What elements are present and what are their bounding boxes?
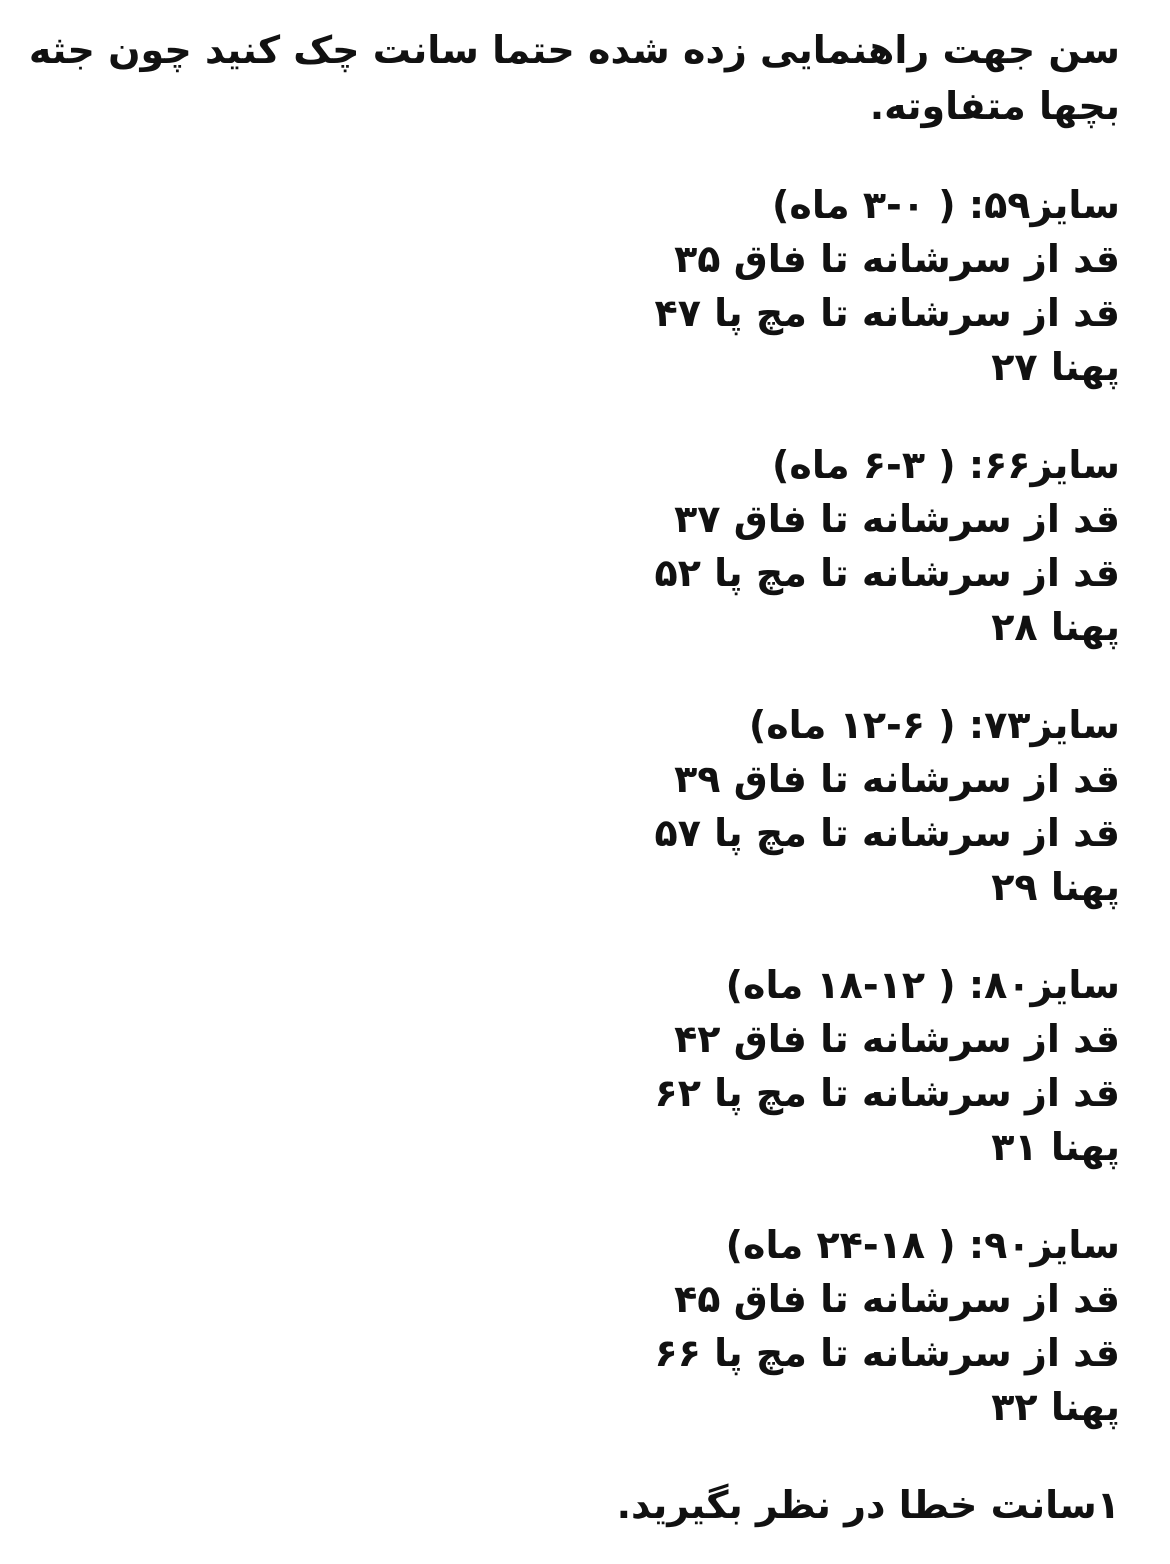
width-measure: پهنا ۲۷ xyxy=(991,345,1120,389)
shoulder-to-ankle: قد از سرشانه تا مچ پا ۶۶ xyxy=(654,1331,1120,1375)
shoulder-to-ankle: قد از سرشانه تا مچ پا ۵۷ xyxy=(654,811,1120,855)
shoulder-to-crotch: قد از سرشانه تا فاق ۴۲ xyxy=(674,1017,1120,1061)
size-title: سایز۶۶: ( ۳-۶ ماه) xyxy=(772,443,1120,487)
shoulder-to-crotch: قد از سرشانه تا فاق ۳۵ xyxy=(674,237,1120,281)
intro-paragraph xyxy=(28,22,1120,134)
shoulder-to-crotch: قد از سرشانه تا فاق ۴۵ xyxy=(674,1277,1120,1321)
size-title: سایز۸۰: ( ۱۲-۱۸ ماه) xyxy=(725,963,1120,1007)
shoulder-to-ankle: قد از سرشانه تا مچ پا ۵۲ xyxy=(654,551,1120,595)
shoulder-to-ankle: قد از سرشانه تا مچ پا ۶۲ xyxy=(654,1071,1120,1115)
tolerance-note-text: ۱سانت خطا در نظر بگیرید. xyxy=(616,1483,1120,1527)
intro-line: بچها متفاوته. xyxy=(869,84,1120,128)
size-block-90 xyxy=(60,1218,1120,1434)
width-measure: پهنا ۳۲ xyxy=(991,1385,1120,1429)
width-measure: پهنا ۳۱ xyxy=(991,1125,1120,1169)
size-block-80 xyxy=(60,958,1120,1174)
intro-line: سن جهت راهنمایی زده شده حتما سانت چک کنید چون جثه xyxy=(28,28,1120,72)
size-block-66 xyxy=(60,438,1120,654)
shoulder-to-crotch: قد از سرشانه تا فاق ۳۹ xyxy=(674,757,1120,801)
size-title: سایز۵۹: ( ۰-۳ ماه) xyxy=(772,183,1120,227)
size-block-73 xyxy=(60,698,1120,914)
width-measure: پهنا ۲۸ xyxy=(991,605,1120,649)
size-block-59 xyxy=(60,178,1120,394)
shoulder-to-ankle: قد از سرشانه تا مچ پا ۴۷ xyxy=(654,291,1120,335)
size-title: سایز۷۳: ( ۶-۱۲ ماه) xyxy=(748,703,1120,747)
tolerance-note xyxy=(60,1478,1120,1532)
size-title: سایز۹۰: ( ۱۸-۲۴ ماه) xyxy=(725,1223,1120,1267)
shoulder-to-crotch: قد از سرشانه تا فاق ۳۷ xyxy=(674,497,1120,541)
width-measure: پهنا ۲۹ xyxy=(991,865,1120,909)
